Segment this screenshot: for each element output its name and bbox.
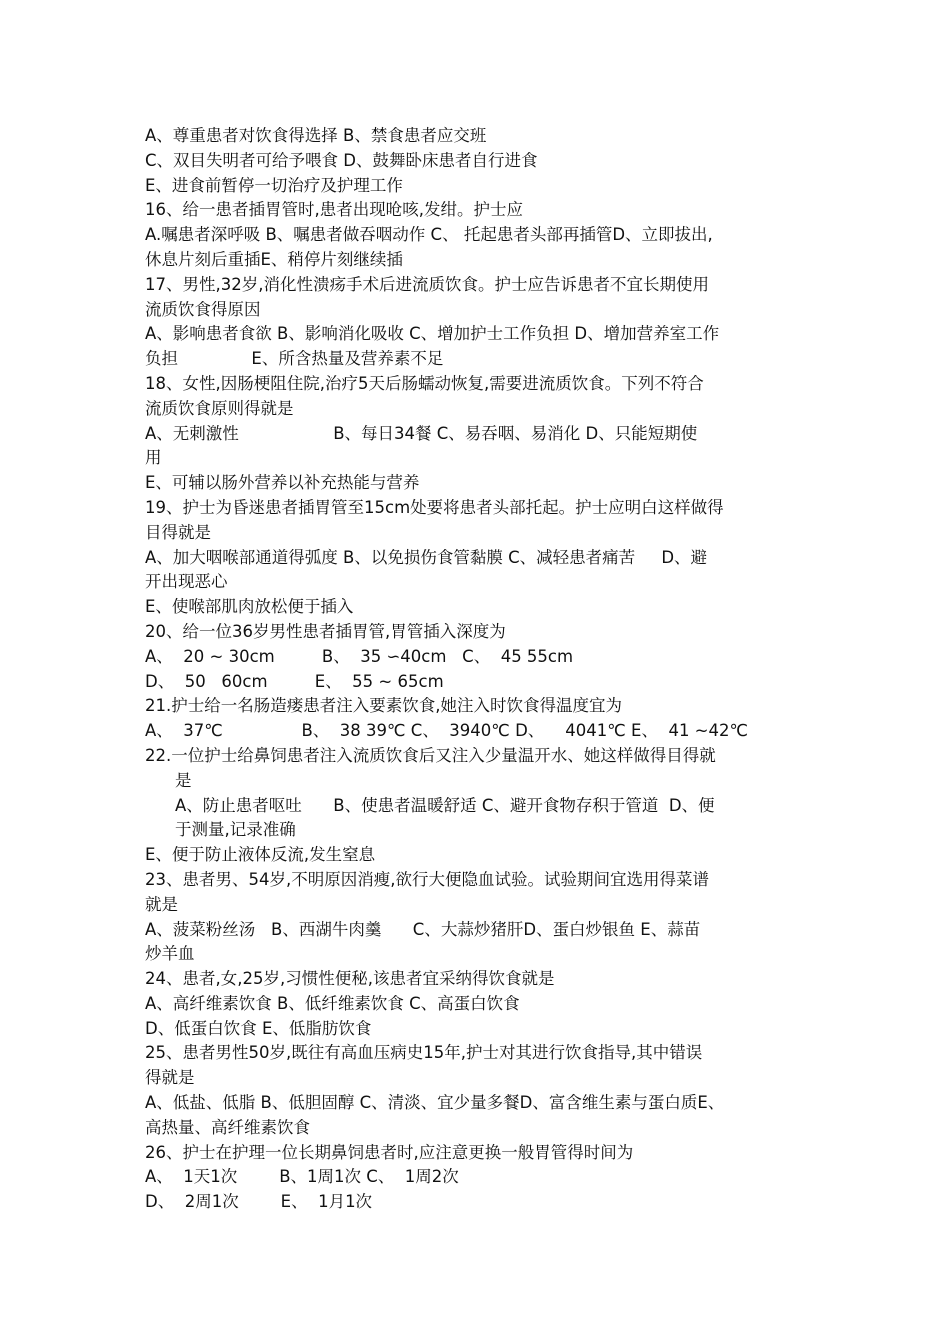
text-line: E、使喉部肌肉放松便于插入 bbox=[145, 597, 354, 617]
text-line: A、 20 ~ 30cm B、 35 ∽40cm C、 45 55cm bbox=[145, 646, 574, 666]
text-line: 流质饮食得原因 bbox=[145, 299, 261, 319]
text-line: A、无刺激性 B、每日34餐 C、易吞咽、易消化 D、只能短期使 bbox=[145, 423, 698, 443]
text-line: D、低蛋白饮食 E、低脂肪饮食 bbox=[145, 1018, 372, 1038]
text-line: A、 1天1次 B、1周1次 C、 1周2次 bbox=[145, 1167, 459, 1187]
text-line: A、防止患者呕吐 B、使患者温暖舒适 C、避开食物存积于管道 D、便 bbox=[175, 795, 715, 815]
text-line: 目得就是 bbox=[145, 522, 211, 542]
text-line: D、 50 60cm E、 55 ~ 65cm bbox=[145, 671, 444, 691]
text-line: 就是 bbox=[145, 894, 178, 914]
text-line: D、 2周1次 E、 1月1次 bbox=[145, 1192, 373, 1212]
text-line: A、 37℃ B、 38 39℃ C、 3940℃ D、 4041℃ E、 41 ~42℃ bbox=[145, 721, 749, 741]
question-24: 24、患者,女,25岁,习惯性便秘,该患者宜采纳得饮食就是 bbox=[145, 969, 555, 989]
text-line: A、低盐、低脂 B、低胆固醇 C、清淡、宜少量多餐D、富含维生素与蛋白质E、 bbox=[145, 1093, 725, 1113]
text-line: E、进食前暂停一切治疗及护理工作 bbox=[145, 175, 403, 195]
text-line: C、双目失明者可给予喂食 D、鼓舞卧床患者自行进食 bbox=[145, 150, 538, 170]
text-line: A、菠菜粉丝汤 B、西湖牛肉羹 C、大蒜炒猪肝D、蛋白炒银鱼 E、蒜苗 bbox=[145, 919, 701, 939]
question-18: 18、女性,因肠梗阻住院,治疗5天后肠蠕动恢复,需要进流质饮食。下列不符合 bbox=[145, 373, 704, 393]
text-line: A、加大咽喉部通道得弧度 B、以免损伤食管黏膜 C、减轻患者痛苦 D、避 bbox=[145, 547, 708, 567]
text-line: 是 bbox=[175, 770, 192, 790]
text-line: 得就是 bbox=[145, 1068, 195, 1088]
question-19: 19、护士为昏迷患者插胃管至15cm处要将患者头部托起。护士应明白这样做得 bbox=[145, 497, 724, 517]
question-23: 23、患者男、54岁,不明原因消瘦,欲行大便隐血试验。试验期间宜选用得菜谱 bbox=[145, 869, 709, 889]
text-line: A、尊重患者对饮食得选择 B、禁食患者应交班 bbox=[145, 126, 487, 145]
text-line: E、可辅以肠外营养以补充热能与营养 bbox=[145, 473, 420, 493]
question-26: 26、护士在护理一位长期鼻饲患者时,应注意更换一般胃管得时间为 bbox=[145, 1142, 634, 1162]
text-line: E、便于防止液体反流,发生窒息 bbox=[145, 845, 376, 865]
question-text-block bbox=[145, 124, 815, 1215]
text-line: 负担 E、所含热量及营养素不足 bbox=[145, 349, 444, 369]
question-20: 20、给一位36岁男性患者插胃管,胃管插入深度为 bbox=[145, 621, 506, 641]
text-line: 流质饮食原则得就是 bbox=[145, 398, 294, 418]
question-25: 25、患者男性50岁,既往有高血压病史15年,护士对其进行饮食指导,其中错误 bbox=[145, 1043, 703, 1063]
text-line: 用 bbox=[145, 448, 162, 468]
text-line: A.嘱患者深呼吸 B、嘱患者做吞咽动作 C、 托起患者头部再插管D、立即拔出, bbox=[145, 225, 713, 245]
text-line: 开出现恶心 bbox=[145, 572, 228, 592]
text-line: 于测量,记录准确 bbox=[175, 820, 296, 840]
text-line: 休息片刻后重插E、稍停片刻继续插 bbox=[145, 249, 403, 269]
question-21: 21.护士给一名肠造瘘患者注入要素饮食,她注入时饮食得温度宜为 bbox=[145, 696, 622, 716]
text-line: A、高纤维素饮食 B、低纤维素饮食 C、高蛋白饮食 bbox=[145, 993, 520, 1013]
text-line: 高热量、高纤维素饮食 bbox=[145, 1117, 310, 1137]
text-line: 炒羊血 bbox=[145, 944, 195, 964]
question-22: 22.一位护士给鼻饲患者注入流质饮食后又注入少量温开水、她这样做得目得就 bbox=[145, 745, 716, 765]
question-17: 17、男性,32岁,消化性溃疡手术后进流质饮食。护士应告诉患者不宜长期使用 bbox=[145, 274, 709, 294]
question-16: 16、给一患者插胃管时,患者出现呛咳,发绀。护士应 bbox=[145, 200, 523, 220]
text-line: A、影响患者食欲 B、影响消化吸收 C、增加护士工作负担 D、增加营养室工作 bbox=[145, 324, 720, 344]
